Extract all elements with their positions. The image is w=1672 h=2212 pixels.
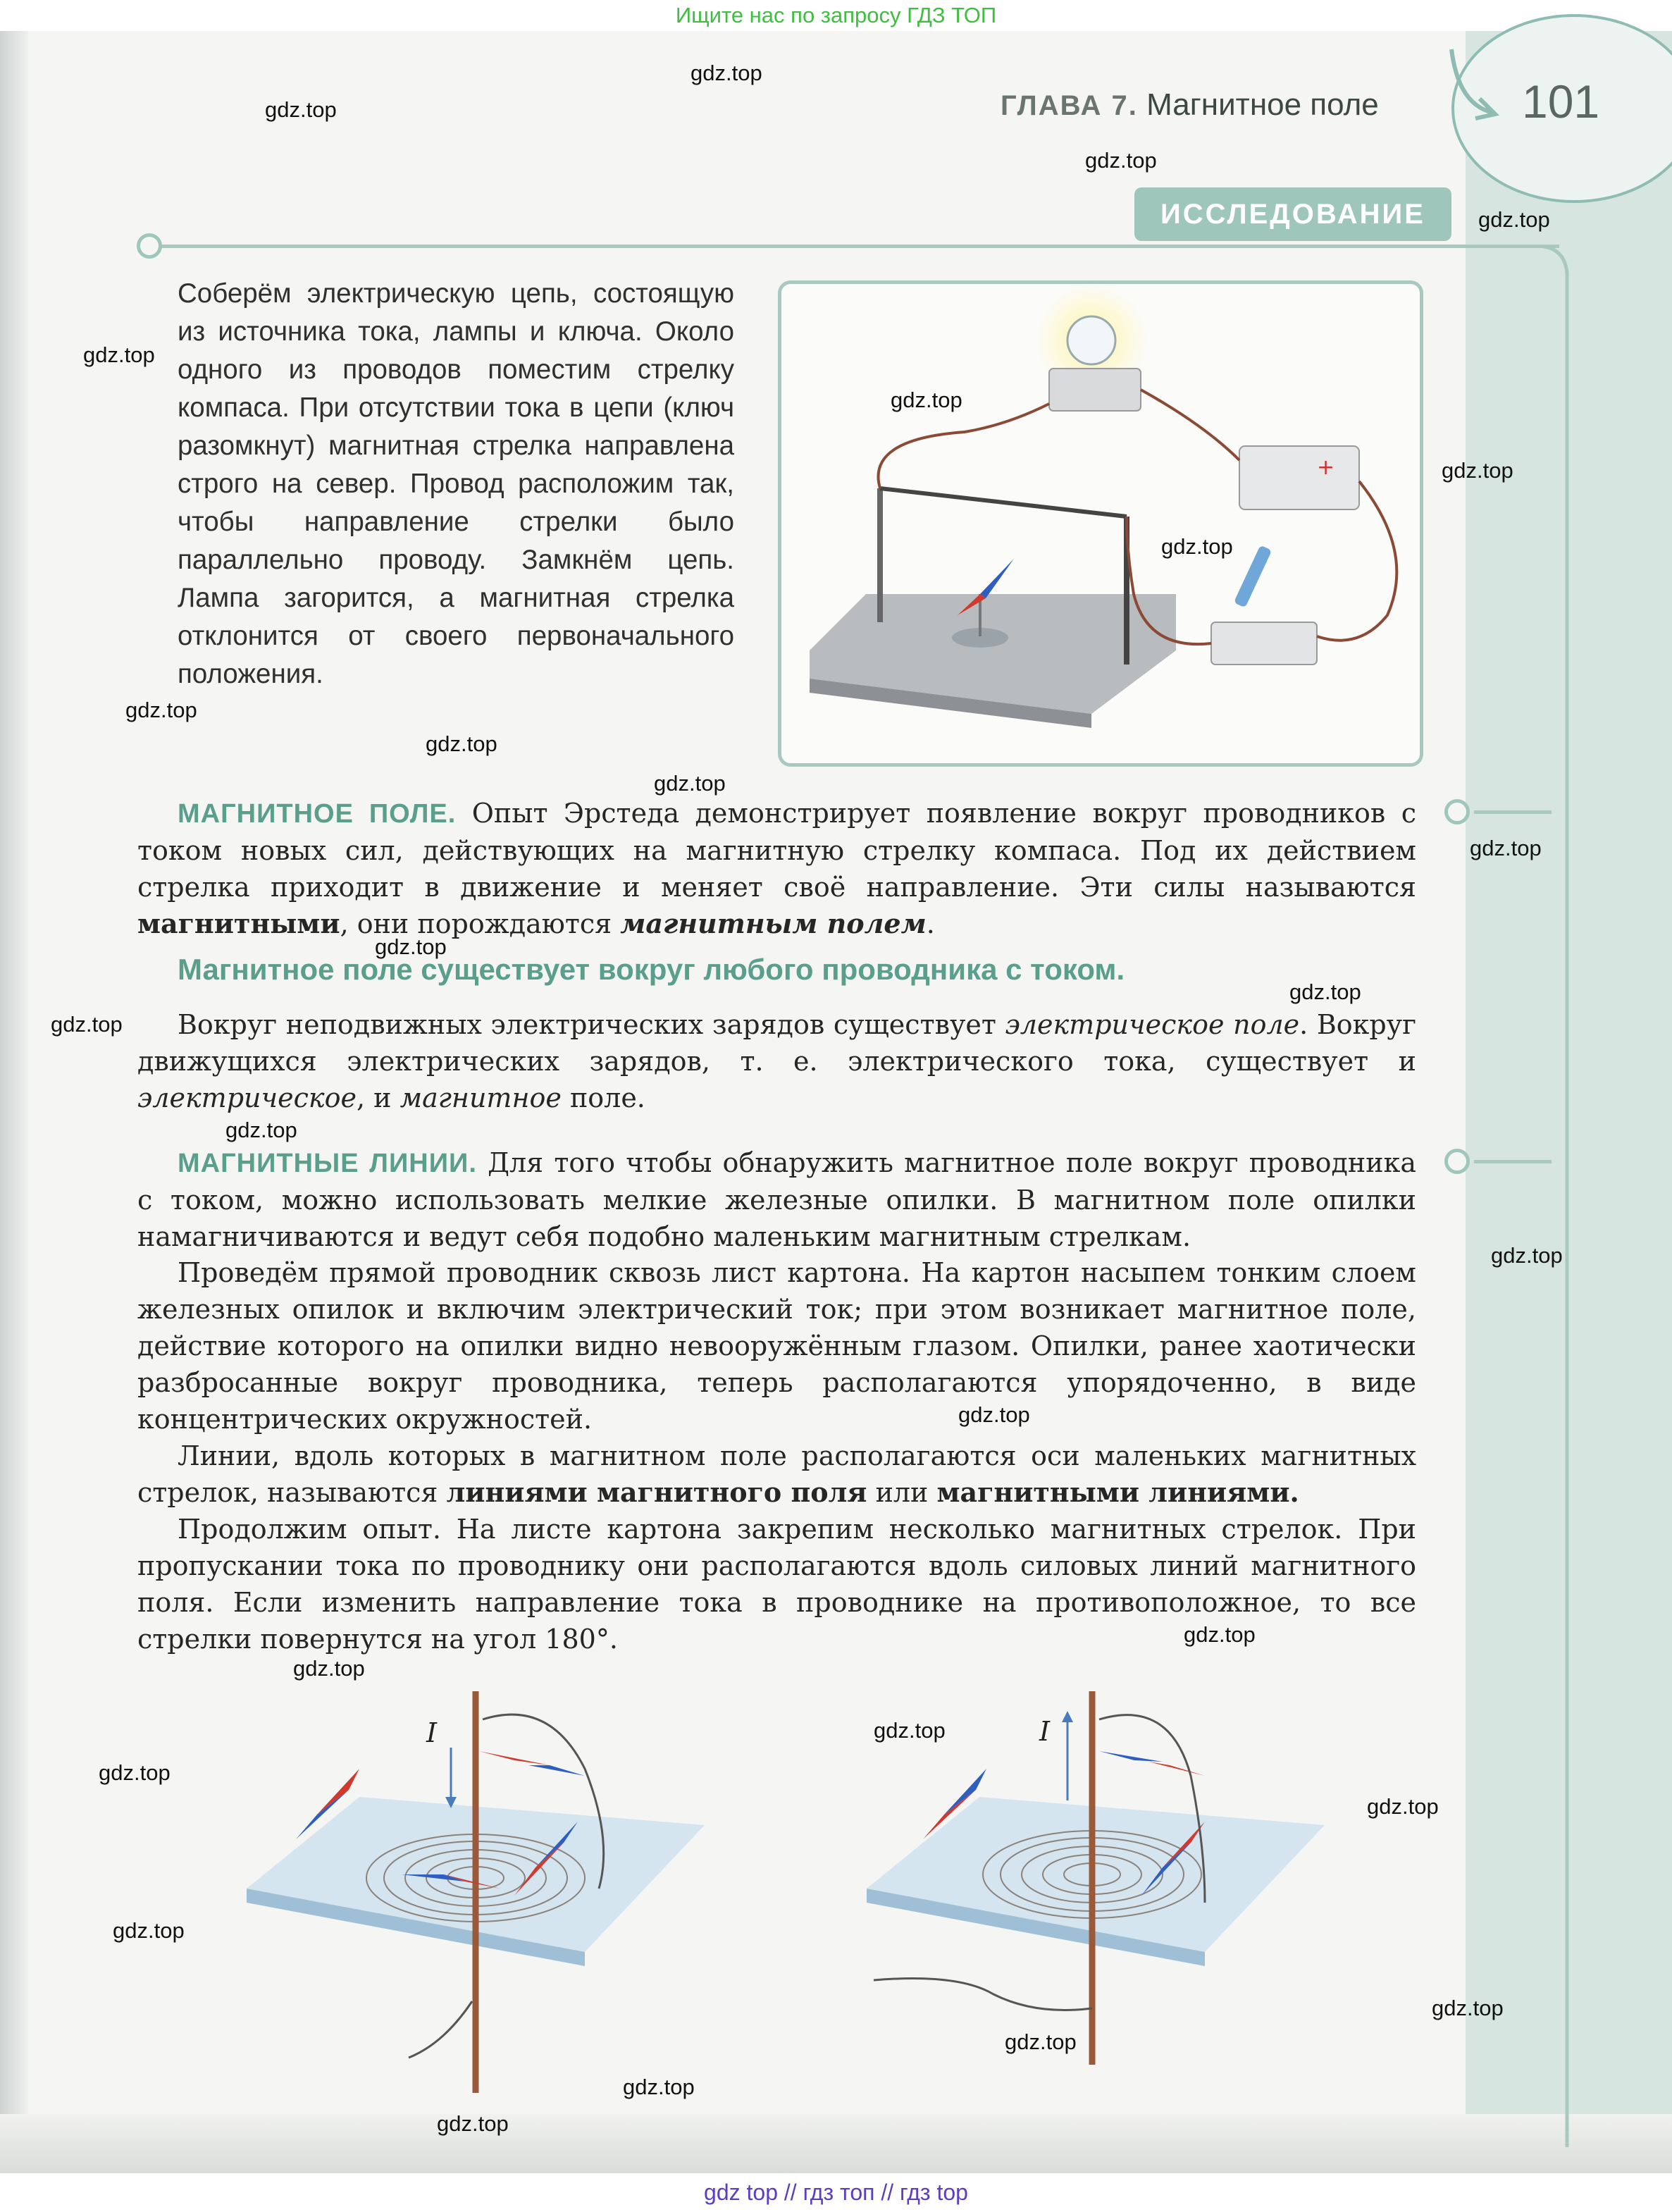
current-label: I [1039, 1716, 1051, 1747]
charges-text-1: Вокруг неподвижных электрических зарядов существует [178, 1009, 996, 1040]
current-arrow-head [1062, 1711, 1073, 1722]
magnetic-field-italic: магнитным полем [620, 908, 927, 939]
watermark: gdz.top [1432, 1996, 1504, 2020]
watermark: gdz.top [375, 934, 447, 959]
wire-lamp-source [1141, 390, 1239, 460]
magnetic-lines-lead: МАГНИТНЫЕ ЛИНИИ. [178, 1149, 477, 1178]
compass-needle-2-blue [528, 1765, 585, 1776]
watermark: gdz.top [691, 61, 762, 85]
definition-term-2: магнитными линиями [936, 1476, 1290, 1508]
continuation-text: Продолжим опыт. На листе картона закрепим несколько магнитных стрелок. При пропускании тока по проводнику они располагаются вдоль силовых линий магнитного поля. Если изменить направление тока в проводнике на противоположное, то все стрелки повернутся на угол 180°. [137, 1514, 1416, 1655]
definition-paragraph [137, 1438, 1416, 1511]
power-source [1239, 446, 1359, 509]
cardboard-sheet [867, 1797, 1325, 1952]
wire-over-compass [880, 488, 1127, 517]
switch-key [1211, 622, 1317, 665]
section-start-marker [137, 233, 162, 259]
field-lines-illustration-left [233, 1677, 754, 2100]
page-spine-shadow [0, 31, 28, 2173]
watermark: gdz.top [1289, 980, 1361, 1004]
definition-or: или [875, 1477, 929, 1508]
watermark: gdz.top [1161, 534, 1233, 559]
watermark: gdz.top [113, 1918, 185, 1943]
section-tag: ИССЛЕДОВАНИЕ [1134, 187, 1451, 241]
magnetic-lines-text-1: Для того чтобы обнаружить магнитное поле вокруг проводника с током, можно использовать мелкие железные опилки. В магнитном поле опилки намагничиваются и ведут себя подобно маленьким магнитным стрелкам. [137, 1147, 1416, 1252]
oersted-experiment-figure [778, 280, 1423, 767]
watermark: gdz.top [891, 388, 962, 412]
top-banner[interactable]: Ищите нас по запросу ГДЗ ТОП [0, 0, 1672, 31]
chapter-label: ГЛАВА 7. [1001, 90, 1138, 121]
charges-italic-2: электрическое [137, 1082, 357, 1113]
compass-needle-2-red [1148, 1762, 1205, 1776]
lead-wire-bottom [409, 2001, 472, 2058]
magnetic-field-bold: магнитными [137, 908, 340, 939]
compass-needle-2 [479, 1751, 550, 1765]
watermark: gdz.top [83, 342, 155, 367]
magnetic-field-text-2: , они порождаются [340, 908, 612, 939]
magnetic-field-text-1: Опыт Эрстеда демонстрирует появление вокруг проводников с током новых сил, действующих на магнитную стрелку компаса. Под их действием стрелка приходит в движение и меняет своё направление. Эти силы называются [137, 798, 1417, 903]
intro-paragraph: Соберём электрическую цепь, состоящую из источника тока, лампы и ключа. Около одного из проводов поместим стрелку компаса. При отсутствии тока в цепи (ключ разомкнут) магнитная стрелка направлена строго на север. Провод расположим так, чтобы направление стрелки было параллельно проводу. Замкнём цепь. Лампа загорится, а магнитная стрелка отклонится от своего первоначального положения. [178, 278, 734, 689]
magnetic-field-paragraph [137, 795, 1416, 942]
lamp-bulb [1067, 316, 1115, 364]
watermark: gdz.top [225, 1118, 297, 1142]
charges-text-3: , и [356, 1082, 392, 1113]
current-label: I [426, 1717, 438, 1748]
watermark: gdz.top [1367, 1794, 1439, 1819]
chapter-title: Магнитное поле [1146, 87, 1379, 122]
charges-text-4: поле. [569, 1082, 645, 1113]
footer-banner[interactable]: gdz top // гдз топ // гдз top [0, 2173, 1672, 2212]
charges-italic-3: магнитное [400, 1082, 562, 1113]
key-statement: Магнитное поле существует вокруг любого проводника с током. [178, 953, 1125, 986]
chapter-heading [1001, 87, 1379, 123]
watermark: gdz.top [1184, 1622, 1256, 1647]
watermark: gdz.top [293, 1656, 365, 1681]
watermark: gdz.top [1470, 836, 1542, 860]
watermark: gdz.top [1491, 1243, 1563, 1268]
watermark: gdz.top [125, 698, 197, 722]
experiment-paragraph [137, 1254, 1416, 1438]
charges-text-2: . Вокруг движущихся электрических зарядов, т. е. электрического тока, существует и [137, 1009, 1416, 1077]
lamp-holder [1049, 369, 1141, 411]
watermark: gdz.top [99, 1760, 171, 1785]
power-plus-icon: + [1317, 455, 1335, 480]
compass-needle-blue [980, 559, 1014, 598]
connector-marker-2 [1444, 1149, 1470, 1174]
field-lines-figure-left [233, 1677, 754, 2100]
watermark: gdz.top [51, 1012, 123, 1037]
definition-text: Линии, вдоль которых в магнитном поле располагаются оси маленьких магнитных стрелок, называются [137, 1440, 1416, 1508]
section-right-rule [1536, 245, 1578, 2147]
charges-italic-1: электрическое поле [1005, 1009, 1300, 1040]
definition-end: . [1289, 1476, 1299, 1508]
magnetic-field-lead: МАГНИТНОЕ ПОЛЕ. [178, 799, 457, 829]
lead-wire-bottom [874, 1979, 1092, 2010]
magnetic-field-text-3: . [926, 908, 935, 939]
watermark: gdz.top [654, 771, 726, 796]
watermark: gdz.top [1085, 148, 1157, 173]
connector-rule-1 [1474, 810, 1552, 814]
magnetic-lines-paragraph [137, 1144, 1416, 1255]
watermark: gdz.top [426, 731, 497, 756]
watermark: gdz.top [437, 2111, 509, 2136]
page-number: 101 [1522, 75, 1600, 128]
page-bottom-shadow [0, 2114, 1672, 2173]
charges-paragraph [137, 1006, 1416, 1116]
connector-marker-1 [1444, 799, 1470, 824]
corner-arrow-icon [1444, 42, 1501, 127]
section-top-rule [154, 245, 1559, 248]
wire-to-lamp [879, 404, 1050, 488]
watermark: gdz.top [1005, 2029, 1077, 2054]
watermark: gdz.top [958, 1402, 1030, 1427]
connector-rule-2 [1474, 1160, 1552, 1163]
watermark: gdz.top [1478, 207, 1550, 232]
circuit-illustration [781, 284, 1420, 763]
switch-handle [1234, 545, 1272, 607]
watermark: gdz.top [874, 1718, 946, 1743]
definition-term-1: линиями магнитного поля [446, 1476, 867, 1508]
watermark: gdz.top [265, 97, 337, 122]
watermark: gdz.top [1442, 458, 1513, 483]
compass-needle-2 [1099, 1751, 1163, 1762]
watermark: gdz.top [623, 2075, 695, 2099]
experiment-text: Проведём прямой проводник сквозь лист картона. На картон насыпем тонким слоем железных опилок и включим электрический ток; при этом возникает магнитное поле, действие которого на опилки видно невооружённым глазом. Опилки, ранее хаотически разбросанные вокруг проводника, теперь располагаются упорядоченно, в виде концентрических окружностей. [137, 1257, 1416, 1435]
